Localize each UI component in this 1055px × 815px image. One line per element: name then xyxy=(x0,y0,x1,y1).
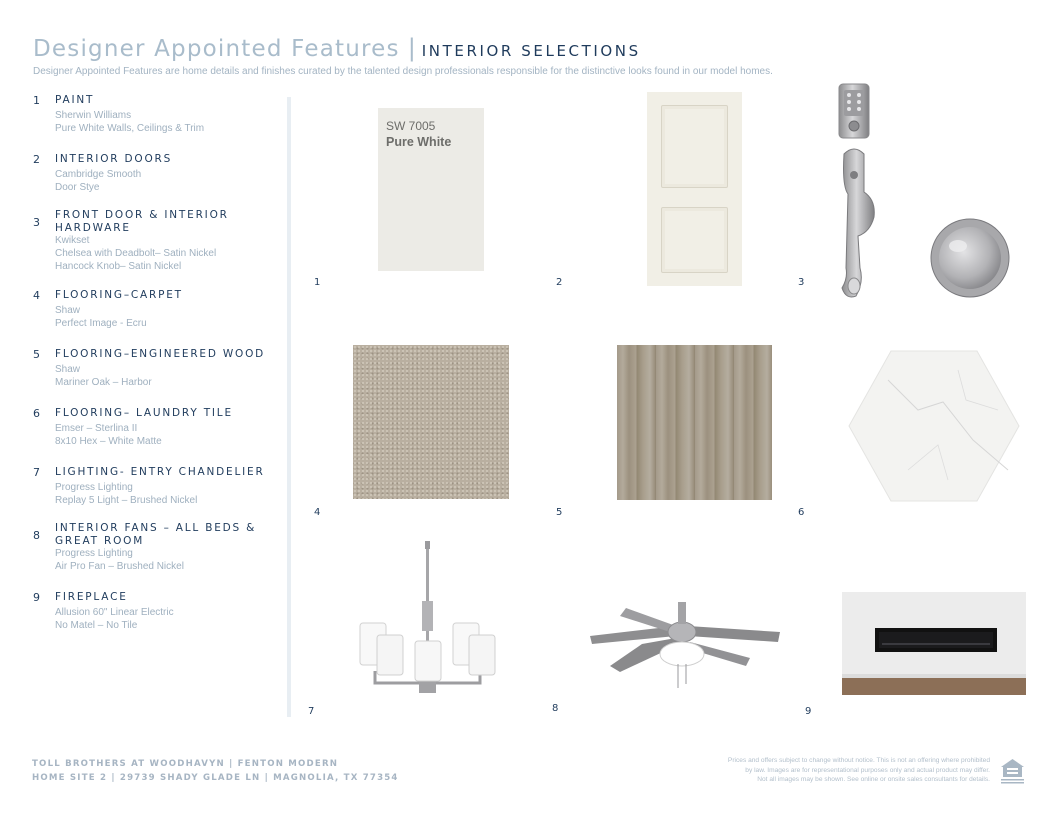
vertical-divider xyxy=(287,97,291,717)
spec-detail: Kwikset xyxy=(55,235,90,246)
spec-number: 4 xyxy=(33,289,40,302)
spec-detail: 8x10 Hex – White Matte xyxy=(55,436,162,447)
spec-detail: Shaw xyxy=(55,364,81,375)
title-separator: | xyxy=(407,34,416,62)
image-number: 7 xyxy=(308,706,315,717)
spec-detail: Progress Lighting xyxy=(55,482,133,493)
chandelier-image xyxy=(355,541,500,698)
spec-number: 9 xyxy=(33,591,40,604)
footer-address: HOME SITE 2 | 29739 SHADY GLADE LN | MAGNOLIA, TX 77354 xyxy=(32,773,399,783)
spec-title: PAINT xyxy=(55,94,95,106)
spec-detail: Perfect Image - Ecru xyxy=(55,318,147,329)
swatch-code: SW 7005 xyxy=(386,119,436,133)
image-number: 6 xyxy=(798,507,805,518)
spec-title: FLOORING–CARPET xyxy=(55,289,183,301)
ceiling-fan-image xyxy=(580,600,783,700)
image-number: 3 xyxy=(798,277,805,288)
spec-title: FRONT DOOR & INTERIOR HARDWARE xyxy=(55,209,229,234)
spec-detail: Allusion 60" Linear Electric xyxy=(55,607,174,618)
deadbolt-keypad xyxy=(839,84,869,138)
spec-number: 8 xyxy=(33,529,40,542)
image-number: 2 xyxy=(556,277,563,288)
interior-door-image xyxy=(647,92,742,286)
spec-detail: Door Stye xyxy=(55,182,100,193)
carpet-sample-image xyxy=(353,345,509,499)
disclaimer-line: by law. Images are for representational purposes only and actual product may differ. xyxy=(745,766,990,774)
footer-disclaimer xyxy=(728,756,990,785)
spec-number: 7 xyxy=(33,466,40,479)
disclaimer-line: Prices and offers subject to change without notice. This is not an offering where prohibited xyxy=(727,757,990,764)
spec-detail: No Matel – No Tile xyxy=(55,620,138,631)
spec-title: FLOORING–ENGINEERED WOOD xyxy=(55,348,266,360)
spec-number: 3 xyxy=(33,216,40,229)
hex-tile-image xyxy=(848,350,1020,502)
spec-detail: Mariner Oak – Harbor xyxy=(55,377,152,388)
image-number: 1 xyxy=(314,277,321,288)
spec-title: LIGHTING- ENTRY CHANDELIER xyxy=(55,466,265,478)
spec-detail: Shaw xyxy=(55,305,81,316)
spec-detail: Progress Lighting xyxy=(55,548,133,559)
door-hardware-image xyxy=(830,82,1020,304)
paint-swatch-image xyxy=(378,108,484,271)
spec-title: FIREPLACE xyxy=(55,591,128,603)
image-number: 5 xyxy=(556,507,563,518)
spec-detail: Chelsea with Deadbolt– Satin Nickel xyxy=(55,248,217,259)
spec-title: INTERIOR DOORS xyxy=(55,153,173,165)
knob xyxy=(931,219,1009,297)
fireplace-drawing xyxy=(842,592,1026,695)
spec-number: 6 xyxy=(33,407,40,420)
equal-housing-logo-icon xyxy=(1000,758,1025,784)
spec-detail: Air Pro Fan – Brushed Nickel xyxy=(55,561,184,572)
page-description: Designer Appointed Features are home details and finishes curated by the talented design professionals responsible for the distinctive looks found in our model homes. xyxy=(33,66,773,77)
page-title xyxy=(33,34,641,62)
image-number: 4 xyxy=(314,507,321,518)
footer-community: TOLL BROTHERS AT WOODHAVYN | FENTON MODERN xyxy=(32,759,339,769)
image-number: 9 xyxy=(805,706,812,717)
door-upper-panel xyxy=(661,105,728,188)
title-interior-selections: INTERIOR SELECTIONS xyxy=(421,42,641,60)
handleset xyxy=(842,149,874,297)
spec-number: 5 xyxy=(33,348,40,361)
spec-detail: Emser – Sterlina II xyxy=(55,423,138,434)
spec-detail: Cambridge Smooth xyxy=(55,169,142,180)
spec-title: INTERIOR FANS – ALL BEDS & GREAT ROOM xyxy=(55,522,257,547)
swatch-name: Pure White xyxy=(386,135,452,149)
spec-detail: Sherwin Williams xyxy=(55,110,132,121)
fireplace-image xyxy=(842,592,1026,695)
spec-detail: Hancock Knob– Satin Nickel xyxy=(55,261,182,272)
spec-number: 1 xyxy=(33,94,40,107)
spec-number: 2 xyxy=(33,153,40,166)
spec-title: FLOORING– LAUNDRY TILE xyxy=(55,407,233,419)
spec-detail: Pure White Walls, Ceilings & Trim xyxy=(55,123,205,134)
door-lower-panel xyxy=(661,207,728,273)
spec-detail: Replay 5 Light – Brushed Nickel xyxy=(55,495,198,506)
engineered-wood-image xyxy=(617,345,772,500)
title-main: Designer Appointed Features xyxy=(33,36,400,62)
disclaimer-line: Not all images may be shown. See online or onsite sales consultants for details. xyxy=(757,776,990,783)
image-number: 8 xyxy=(552,703,559,714)
